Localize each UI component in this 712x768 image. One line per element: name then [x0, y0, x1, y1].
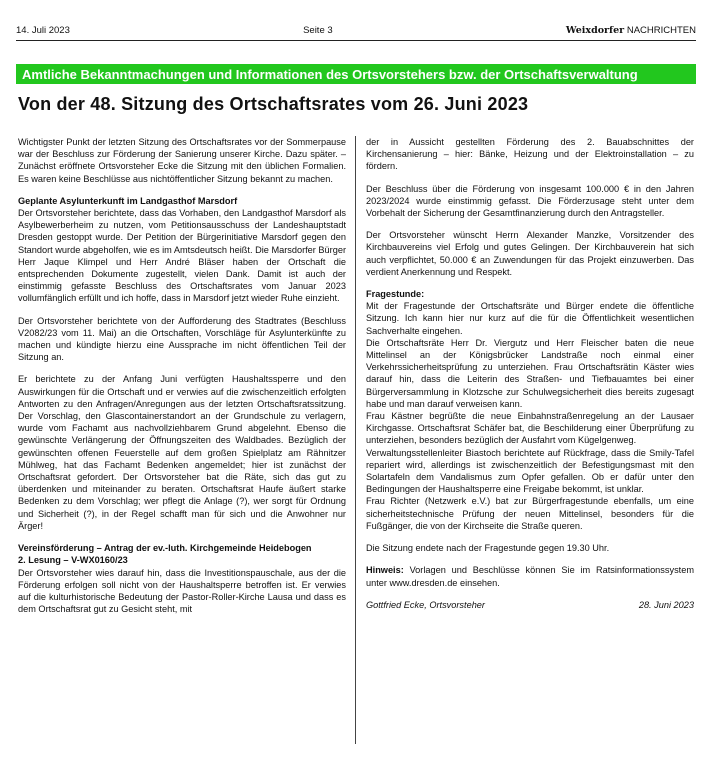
hint-label: Hinweis: — [366, 565, 404, 576]
subheading: 2. Lesung – V-WX0160/23 — [18, 555, 128, 566]
publication-name-rest: NACHRICHTEN — [624, 25, 696, 36]
page-header — [16, 18, 696, 41]
paragraph: Verwaltungsstellenleiter Biastoch berichtete auf Rückfrage, dass die Smily-Tafel repariert wird, allerdings ist zwischenzeitlich der Befestigungsmast mit den Solartafeln dem Vandalismus zum Opfer gefallen. Ob er dafür unter den Bedingungen der Haushaltsperre eine Freigabe bekommt, ist unklar. — [366, 447, 694, 495]
paragraph: Der Ortsvorsteher berichtete, dass das Vorhaben, den Landgasthof Marsdorf als Asylbewerberheim zu nutzen, vom Petitionsausschuss der Landeshauptstadt Dresden gestoppt wurde. Der Petition der Bürgerinitiative Marsdorf gegen den Standort wurde abgeholfen, wie es im Amtsdeutsch heißt. Die Marsdorfer Bürger Herr Jaque Klimpel und Herr André Bläser haben der Ortschaft die entsprechenden Dokumente zugestellt, vielen Dank. Damit ist auch der einstimmig gefasste Beschluss des Ortschaftsrates vom Januar 2023 vollumfänglich erfüllt und ich hoffe, dass in Marsdorf jetzt wieder Ruhe einzieht. — [18, 208, 346, 304]
paragraph: Er berichtete zu der Anfang Juni verfügten Haushaltssperre und den Auswirkungen für die Ortschaft und er verwies auf die zwischenzeitlich erfolgten Antworten zu den Anfragen/Anregungen aus der letzten Ortschaftsratssitzung. Der Vorschlag, den Glascontainerstandort an der Grundschule zu verlagern, wurde vom Fachamt aus nachvollziehbarem Grund abgelehnt. Ebenso die gewünschte Verlängerung der Öffnungszeiten des Waldbades. Bezüglich der gewünschten offenen Feuerstelle auf dem großen Spielplatz am Rähnitzer Mühlweg, hat das Fachamt Bedenken angemeldet; hier ist zunächst der Ortschaftsrat gefordert. Der Ortsvorsteher bat die Räte, sich das gut zu überdenken und miteinander zu beraten. Ortschaftsrat Haufe äußert starke Bedenken zu dem Vorschlag; wer pflegt die Anlage (?), wer sorgt für Ordnung und Sicherheit (?), in der Regel schafft man für sich und die Anwohner nur Ärger! — [18, 374, 346, 531]
signature-name: Gottfried Ecke, Ortsvorsteher — [366, 599, 485, 610]
signature-line — [366, 599, 694, 611]
signature-date: 28. Juni 2023 — [638, 599, 694, 610]
publication-name-bold: Weixdorfer — [565, 25, 625, 36]
paragraph: Der Ortsvorsteher berichtete von der Aufforderung des Stadtrates (Beschluss V2082/23 vom 11. Mai) an die Ortschaften, Vorschläge für Asylunterkünfte zu machen und kündigte hierzu eine Aussprache im nicht öffentlichen Teil der Sitzung an. — [18, 315, 346, 363]
issue-date: 14. Juli 2023 — [16, 25, 70, 36]
section-banner: Amtliche Bekanntmachungen und Informationen des Ortsvorstehers bzw. der Ortschaftsverwaltung — [16, 64, 696, 84]
paragraph: Der Ortsvorsteher wünscht Herrn Alexander Manzke, Vorsitzender des Kirchbauvereins viel Erfolg und gutes Gelingen. Der Kirchbauverein hat sich auch verpflichtet, 50.000 € an Zuwendungen für das Projekt einzuwerben. Das verdient Anerkennung und Respekt. — [366, 230, 694, 277]
paragraph: der in Aussicht gestellten Förderung des 2. Bauabschnittes der Kirchensanierung – hier: Bänke, Heizung und der Elektroinstallation – zu fördern. — [366, 137, 694, 172]
paragraph: Die Ortschaftsräte Herr Dr. Viergutz und Herr Fleischer baten die neue Mittelinsel an der Königsbrücker Landstraße noch einmal einer Verkehrssicherheitsprüfung zu unterziehen. Frau Ortschaftsrätin Käster wies darauf hin, dass die Leiterin des Straßen- und Tiefbauamtes bei einer Bürgerversammlung in Klotzsche zur Schulwegsicherheit dies bereits zugesagt habe und man darauf verweisen kann. — [366, 337, 694, 409]
publication-name — [566, 25, 696, 36]
article-column-left — [18, 136, 346, 615]
paragraph: Frau Kästner begrüßte die neue Einbahnstraßenregelung an der Lausaer Kirchgasse. Ortschaftsrat Schäfer bat, die Beschilderung einer Überprüfung zu unterziehen, besonders bezüglich der Ausfahrt vom Kügelgenweg. — [366, 411, 694, 446]
page-number: Seite 3 — [303, 25, 333, 36]
subheading: Geplante Asylunterkunft im Landgasthof Marsdorf — [18, 195, 238, 206]
hint-text: Vorlagen und Beschlüsse können Sie im Ratsinformationssystem unter www.dresden.de einsehen. — [366, 565, 694, 588]
hint-paragraph — [366, 564, 694, 588]
paragraph: Wichtigster Punkt der letzten Sitzung des Ortschaftsrates vor der Sommerpause war der Beschluss zur Förderung der Sanierung unserer Kirche. Dazu später. – Zunächst eröffnete Ortsvorsteher Ecke die Sitzung mit den üblichen Formalien. Es waren keine Beschlüsse aus nichtöffentlicher Sitzung bekannt zu machen. — [18, 137, 346, 184]
paragraph: Der Ortsvorsteher wies darauf hin, dass die Investitionspauschale, aus der die Förderung erfolgen soll nicht von der Haushaltsperre betroffen ist. Er verwies auf die kulturhistorische Bedeutung der Pastor-Roller-Kirche Lausa und dass es dem Ortschaftsrat gut zu Gesicht steht, mit — [18, 567, 346, 615]
paragraph: Mit der Fragestunde der Ortschaftsräte und Bürger endete die öffentliche Sitzung. Ich kann hier nur kurz auf die für die Öffentlichkeit wesentlichen Sachverhalte eingehen. — [366, 301, 694, 336]
paragraph: Frau Richter (Netzwerk e.V.) bat zur Bürgerfragestunde ebenfalls, um eine sicherheitstechnische Prüfung der neuen Mittelinsel, besonders für die Fußgänger, die von der Kirchseite die Straße queren. — [366, 496, 694, 531]
subheading: Vereinsförderung – Antrag der ev.-luth. Kirchgemeinde Heidebogen — [18, 543, 312, 554]
paragraph: Der Beschluss über die Förderung von insgesamt 100.000 € in den Jahren 2023/2024 wurde einstimmig gefasst. Die Förderzusage steht unter dem Vorbehalt der Sicherung der Gesamtfinanzierung durch den Antragsteller. — [366, 183, 694, 219]
column-divider — [355, 136, 356, 744]
article-title: Von der 48. Sitzung des Ortschaftsrates vom 26. Juni 2023 — [18, 94, 529, 114]
article-column-right — [366, 136, 694, 611]
paragraph: Die Sitzung endete nach der Fragestunde gegen 19.30 Uhr. — [366, 543, 610, 554]
subheading: Fragestunde: — [366, 289, 425, 300]
